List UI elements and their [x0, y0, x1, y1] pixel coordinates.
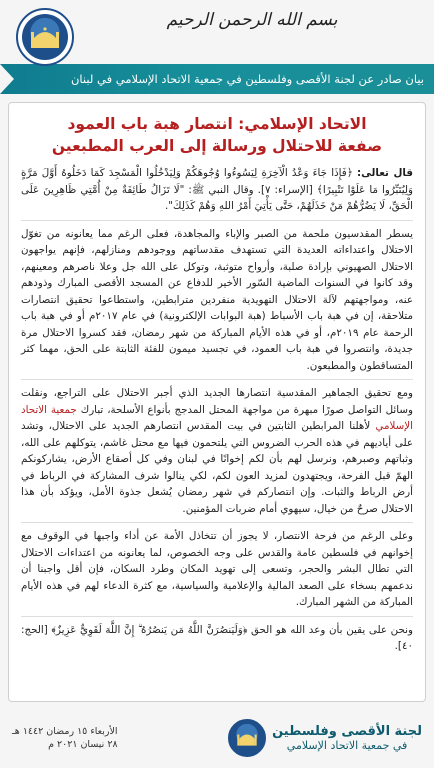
date-hijri: الأربعاء ١٥ رمضان ١٤٤٢ هـ — [12, 726, 118, 737]
paragraph-closing: ونحن على يقين بأن وعد الله هو الحق ﴿وَلَيَنصُرَنَّ اللَّهُ مَن يَنصُرُهُ ۗ إِنَّ اللَّهَ لَقَوِيٌّ عَزِيزٌ﴾ [الحج: ٤٠]. — [21, 623, 413, 652]
title-line-2: صفعة للاحتلال ورسالة إلى العرب المطبعين — [51, 137, 383, 155]
quote-label: قال تعالى: — [356, 167, 413, 179]
page-footer — [0, 708, 434, 768]
page-header — [0, 0, 434, 100]
mosque-emblem-icon — [22, 14, 68, 60]
victory-text-after: لأهلنا المرابطين الثابتين في بيت المقدس انتصارهم الجديد على الاحتلال، وتشد على أياديهم في هذه الحرب الضروس التي يلتحمون فيها مع محتل غاشم، يتوكلهم على الله، وثباتهم وصبرهم، ونرسل لهم بأن لكم إخوانًا في لبنان وفي كل أصقاع الأرض، يشاركونكم الهمّ قبل الفرحة، ويجتهدون لمزيد العون لكم، لكي ينالوا شرف المشاركة في الرباط في أرض الرباط والثبات. وإن انتصاركم في شهر رمضان يُشعل جذوة الأمل، ويؤكد بأن هذا الاحتلال صرحٌ من خيال، سيهوي أمام ضربات المؤمنين. — [21, 420, 413, 515]
header-ribbon — [0, 64, 434, 94]
footer-org-line-2: في جمعية الاتحاد الإسلامي — [286, 739, 408, 752]
ribbon-text: بيان صادر عن لجنة الأقصى وفلسطين في جمعية الاتحاد الإسلامي في لبنان — [70, 72, 424, 86]
association-name-highlight: جمعية الاتحاد الإسلامي — [21, 403, 413, 432]
mosque-emblem-icon — [228, 719, 266, 757]
paragraph-victory — [21, 385, 413, 517]
divider — [21, 220, 413, 221]
footer-org-text — [272, 724, 422, 752]
footer-organization — [228, 719, 422, 757]
divider — [21, 379, 413, 380]
footer-date — [12, 725, 118, 751]
divider — [21, 522, 413, 523]
paragraph-resistance: يسطر المقدسيون ملحمة من الصبر والإباء والمجاهدة، فعلى الرغم مما يعانونه من تغوّل الاحتلال واعتداءاته العديدة التي تستهدف مقدساتهم ووجودهم ومنازلهم، فإنهم يواجهون الاحتلال الصهيوني بإرادة صلبة، وأرواح متوثبة، وتوكل على الله جل وعلا ناصرهم ومعينهم، وقد كانوا في السنوات الماضية السّور الأخير للدفاع عن المسجد الأقصى المبارك وذودهم عنه، ومواجهتهم لآلة الاحتلال التهويدية منفردين مترابطين، واستطاعوا تحقيق انتصارات متلاحقة، إن في هبة باب الأسباط (هبة البوابات الإلكترونية) في عام ٢٠١٧م أو في هبة باب الرحمة عام ٢٠١٩م، أو في هذه الأيام المباركة من شهر رمضان، فقد كسروا الاحتلال مرة جديدة، وانتصروا في هبة باب العمود، في تجسيد ميمون للفئة الثابتة على الحق، مهما كثر المتساقطون والمطبعون. — [21, 227, 414, 372]
bismillah-calligraphy: بسم الله الرحمن الرحيم — [166, 10, 338, 30]
ribbon-arrow-shape — [0, 64, 14, 94]
statement-card — [8, 102, 426, 702]
date-gregorian: ٢٨ نيسان ٢٠٢١ م — [48, 739, 118, 750]
paragraph-quran-quote — [21, 165, 413, 215]
footer-org-line-1: لجنة الأقصى وفلسطين — [272, 724, 422, 739]
quote-text: ﴿فَإِذَا جَاءَ وَعْدُ الْآخِرَةِ لِيَسُوءُوا وُجُوهَكُمْ وَلِيَدْخُلُوا الْمَسْجِدَ كَمَا دَخَلُوهُ أَوَّلَ مَرَّةٍ وَلِيُتَبِّرُوا مَا عَلَوْا تَتْبِيرًا﴾ [الإسراء: ٧]. وقال النبي ﷺ: "لَا تَزَالُ طَائِفَةٌ مِنْ أُمَّتِي ظَاهِرِينَ عَلَى الْحَقِّ، لَا يَضُرُّهُمْ مَنْ خَذَلَهُمْ، حَتَّى يَأْتِيَ أَمْرُ اللهِ وَهُمْ كَذَلِكَ". — [21, 167, 413, 212]
title-line-1: الاتحاد الإسلامي: انتصار هبة باب العمود — [67, 115, 367, 133]
organization-logo — [16, 8, 74, 66]
statement-title — [21, 113, 413, 157]
victory-text-before: ومع تحقيق الجماهير المقدسية انتصارها الجديد الذي أجبر الاحتلال على التراجع، ونقلت وسائل التواصل صورًا مبهرة من مواجهة المحتل المدجج بأنواع الأسلحة، تبارك — [21, 387, 413, 416]
paragraph-duty: وعلى الرغم من فرحة الانتصار، لا يجوز أن تتخاذل الأمة عن أداء واجبها في الوقوف مع إخوانهم في فلسطين عامة والقدس على وجه الخصوص، لما يعانونه من اعتداءات الاحتلال التي تطال البشر والحجر، وتسعى إلى تهويد المكان وطرد السكان، فإن أقل واجبنا أن ندعمهم بسخاء على الصعد المالية والإعلامية والسياسية، مع كثرة الدعاء لهم في هذه الأيام المباركة من الشهر المبارك. — [21, 530, 413, 608]
divider — [21, 616, 413, 617]
